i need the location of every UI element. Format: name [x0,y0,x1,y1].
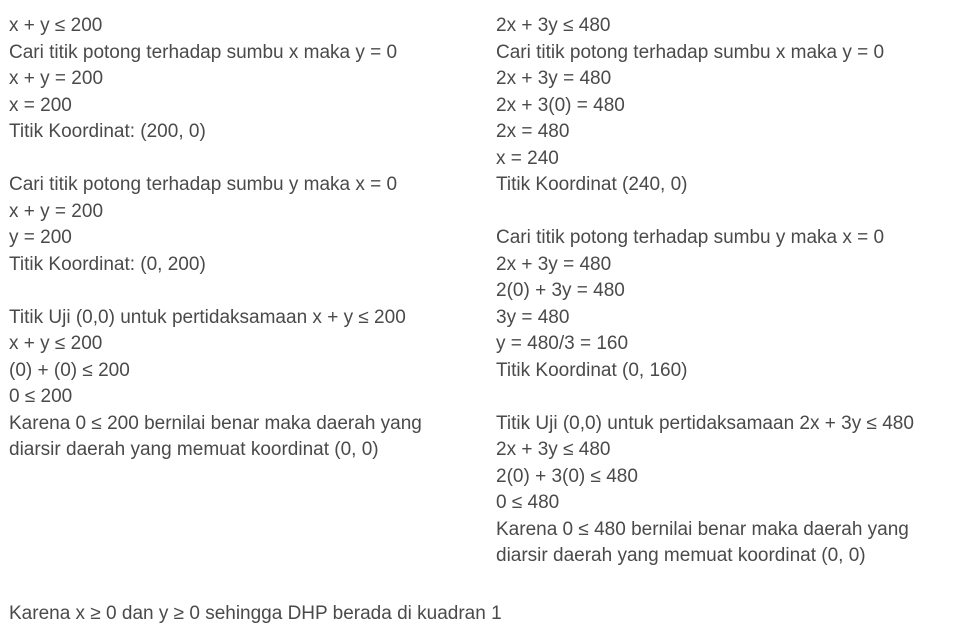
text-line: 2x + 3y = 480 [496,68,612,89]
spacer [496,384,956,411]
text-line: Titik Koordinat (240, 0) [496,174,688,195]
text-line: Titik Koordinat: (0, 200) [9,253,206,275]
text-line: 3y = 480 [496,306,570,328]
text-line: Cari titik potong terhadap sumbu x maka y = 0 [9,41,398,63]
text-line: Karena 0 ≤ 480 bernilai benar maka daerah yang [496,518,909,540]
text-line: diarsir daerah yang memuat koordinat (0, 0) [9,439,379,460]
text-line: x + y = 200 [9,200,104,222]
text-line: y = 200 [9,227,72,248]
text-line: 2x + 3y = 480 [496,253,612,275]
text-line: 0 ≤ 480 [496,492,560,513]
right-block-x-intercept [496,13,956,199]
text-line: 2(0) + 3y = 480 [496,280,625,301]
text-line: 2x + 3(0) = 480 [496,94,625,116]
left-block-test-point [9,305,469,464]
text-line: Karena 0 ≤ 200 bernilai benar maka daerah yang [9,412,422,434]
text-line: Titik Uji (0,0) untuk pertidaksamaan 2x + 3y ≤ 480 [496,412,914,434]
text-line: Titik Koordinat: (200, 0) [9,121,206,142]
left-column [9,13,469,464]
text-line: Titik Uji (0,0) untuk pertidaksamaan x + y ≤ 200 [9,306,406,328]
text-line: Cari titik potong terhadap sumbu y maka x = 0 [496,227,885,248]
left-block-x-intercept [9,13,469,146]
text-line: y = 480/3 = 160 [496,333,629,354]
text-line: 2x + 3y ≤ 480 [496,439,611,460]
text-line: Cari titik potong terhadap sumbu y maka x = 0 [9,174,398,195]
conclusion-text: Karena x ≥ 0 dan y ≥ 0 sehingga DHP berada di kuadran 1 [9,603,502,624]
text-line: Cari titik potong terhadap sumbu x maka y = 0 [496,41,885,63]
spacer [9,146,469,173]
text-line: x = 240 [496,147,559,169]
text-line: x + y ≤ 200 [9,15,103,36]
spacer [496,199,956,226]
left-block-y-intercept [9,172,469,278]
text-line: Titik Koordinat (0, 160) [496,359,688,381]
right-column [496,13,956,570]
text-line: 2x = 480 [496,121,570,142]
right-block-test-point [496,411,956,570]
text-line: 0 ≤ 200 [9,386,73,407]
text-line: x + y = 200 [9,68,104,89]
text-line: diarsir daerah yang memuat koordinat (0, 0) [496,545,866,566]
text-line: x = 200 [9,94,72,116]
text-line: x + y ≤ 200 [9,333,103,354]
text-line: 2x + 3y ≤ 480 [496,15,611,36]
text-line: 2(0) + 3(0) ≤ 480 [496,465,638,487]
text-line: (0) + (0) ≤ 200 [9,359,130,381]
right-block-y-intercept [496,225,956,384]
spacer [9,278,469,305]
